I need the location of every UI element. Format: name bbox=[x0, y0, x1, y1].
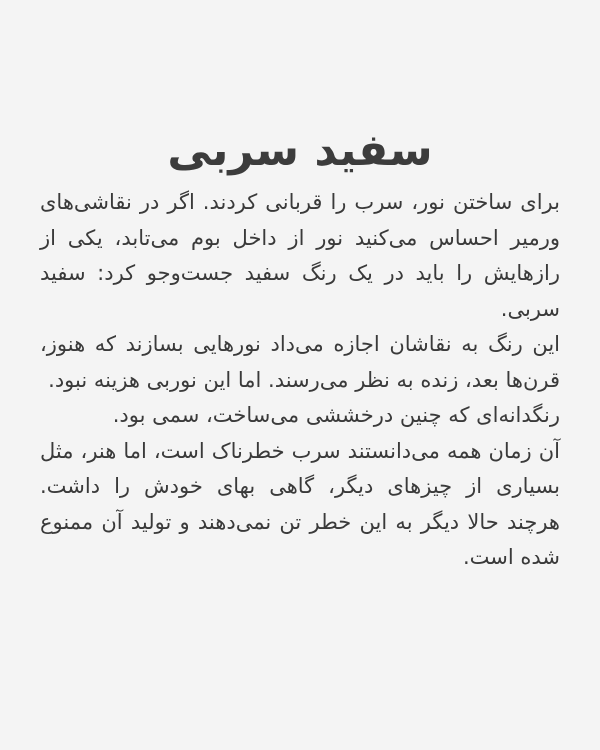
paragraph-3: رنگدانه‌ای که چنین درخششی می‌ساخت، سمی بود. bbox=[112, 403, 560, 427]
paragraph-2: این رنگ به نقاشان اجازه می‌داد نورهایی بسازند که هنوز، قرن‌ها بعد، زنده به نظر می‌رسند. اما این نوربی هزینه نبود. bbox=[40, 332, 560, 392]
article-body bbox=[40, 185, 560, 576]
article-title: سفید سربی bbox=[167, 125, 433, 177]
paragraph-1: برای ساختن نور، سرب را قربانی کردند. اگر در نقاشی‌های ورمیر احساس می‌کنید نور از داخل بوم می‌تابد، یکی از رازهایش را باید در یک رنگ سفید جست‌وجو کرد: سفید سربی. bbox=[40, 190, 560, 321]
paragraph-4: آن زمان همه می‌دانستند سرب خطرناک است، اما هنر، مثل بسیاری از چیزهای دیگر، گاهی بهای خودش را داشت. هرچند حالا دیگر به این خطر تن نمی‌دهند و تولید آن ممنوع شده است. bbox=[40, 438, 560, 569]
